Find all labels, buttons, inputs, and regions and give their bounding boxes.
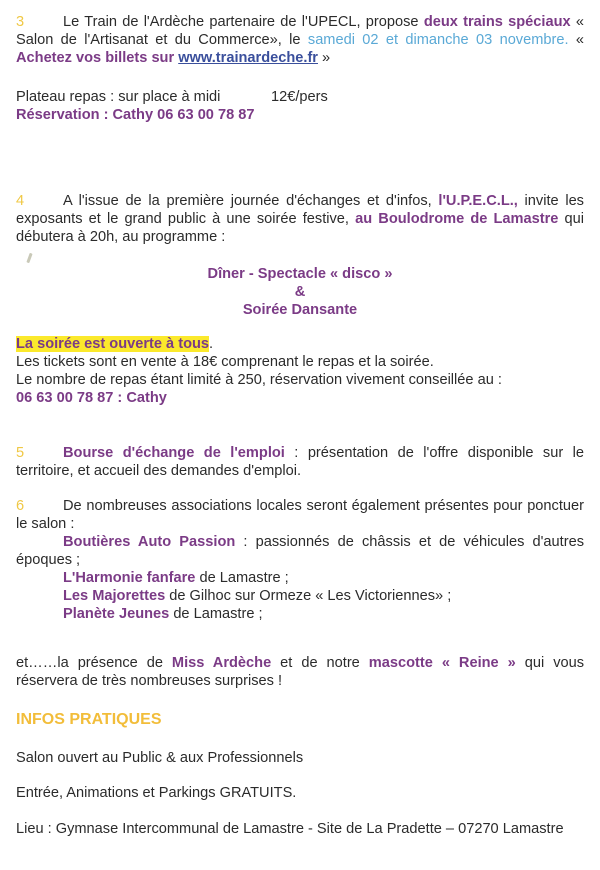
text: .	[209, 336, 214, 352]
mascot: mascotte « Reine »	[368, 655, 516, 671]
program-item: Soirée Dansante	[242, 302, 358, 318]
infos-heading: INFOS PRATIQUES	[16, 711, 162, 728]
text: A l'issue de la première journée d'échanges et d'infos,	[63, 193, 439, 209]
association-item	[16, 533, 584, 569]
association-item	[16, 569, 584, 587]
text: et……la présence de	[16, 655, 172, 671]
meal-info	[16, 88, 584, 124]
emphasis: Bourse d'échange de l'emploi	[63, 445, 285, 461]
program-item: &	[294, 284, 306, 300]
organizer: l'U.P.E.C.L.,	[438, 193, 518, 209]
highlighted-notice: La soirée est ouverte à tous	[16, 336, 210, 352]
infos-line-free: Entrée, Animations et Parkings GRATUITS.	[16, 785, 297, 801]
train-website-link[interactable]: www.trainardeche.fr	[178, 50, 318, 66]
miss-ardeche: Miss Ardèche	[171, 655, 272, 671]
association-item	[16, 587, 584, 605]
item-number: 5	[16, 445, 25, 461]
association-name: Les Majorettes	[63, 588, 166, 604]
scan-mark	[26, 253, 32, 263]
item-5-paragraph	[16, 444, 584, 480]
item-number: 4	[16, 193, 25, 209]
meal-reservation: Réservation : Cathy 06 63 00 78 87	[16, 107, 255, 123]
item-3-paragraph	[16, 13, 584, 67]
association-name: L'Harmonie fanfare	[63, 570, 196, 586]
association-desc: de Lamastre ;	[195, 570, 289, 586]
venue: au Boulodrome de Lamastre	[355, 211, 559, 227]
item-4-paragraph	[16, 192, 584, 246]
text: et de notre	[271, 655, 369, 671]
association-item	[16, 605, 584, 623]
text: qui vous réservera de très nombreuses surprises !	[16, 655, 585, 689]
buy-tickets-text: Achetez vos billets sur	[16, 50, 179, 66]
infos-line-public: Salon ouvert au Public & aux Professionnels	[16, 750, 304, 766]
text: «	[568, 32, 584, 48]
meal-label: Plateau repas : sur place à midi	[16, 89, 221, 105]
item-number: 6	[16, 498, 25, 514]
text: invite les exposants et le grand public à une soirée festive,	[16, 193, 584, 227]
association-desc: de Gilhoc sur Ormeze « Les Victoriennes» ;	[165, 588, 452, 604]
association-name: Planète Jeunes	[63, 606, 170, 622]
program-list	[16, 265, 584, 319]
text: De nombreuses associations locales seront également présentes pour ponctuer le salon :	[16, 498, 584, 532]
event-dates: samedi 02 et dimanche 03 novembre.	[307, 32, 569, 48]
limit-text: Le nombre de repas étant limité à 250, réservation vivement conseillée au :	[16, 372, 502, 388]
contact: 06 63 00 78 87 : Cathy	[16, 390, 167, 406]
text: qui débutera à 20h, au programme :	[16, 211, 585, 245]
soiree-info	[16, 335, 584, 407]
association-desc: de Lamastre ;	[169, 606, 263, 622]
text: Le Train de l'Ardèche partenaire de l'UPECL, propose	[63, 14, 424, 30]
text: »	[317, 50, 331, 66]
text: : présentation de l'offre disponible sur le territoire, et accueil des demandes d'emploi.	[16, 445, 584, 479]
closing-paragraph	[16, 654, 584, 690]
program-item: Dîner - Spectacle « disco »	[207, 266, 393, 282]
item-6-paragraph	[16, 497, 584, 623]
association-name: Boutières Auto Passion	[63, 534, 236, 550]
item-number: 3	[16, 14, 25, 30]
text: « Salon de l'Artisanat et du Commerce», le	[16, 14, 584, 48]
meal-price: 12€/pers	[271, 89, 328, 105]
emphasis: deux trains spéciaux	[423, 14, 571, 30]
tickets-text: Les tickets sont en vente à 18€ comprenant le repas et la soirée.	[16, 354, 434, 370]
infos-line-location: Lieu : Gymnase Intercommunal de Lamastre - Site de La Pradette – 07270 Lamastre	[16, 821, 564, 837]
association-desc: : passionnés de châssis et de véhicules d'autres époques ;	[16, 534, 584, 568]
